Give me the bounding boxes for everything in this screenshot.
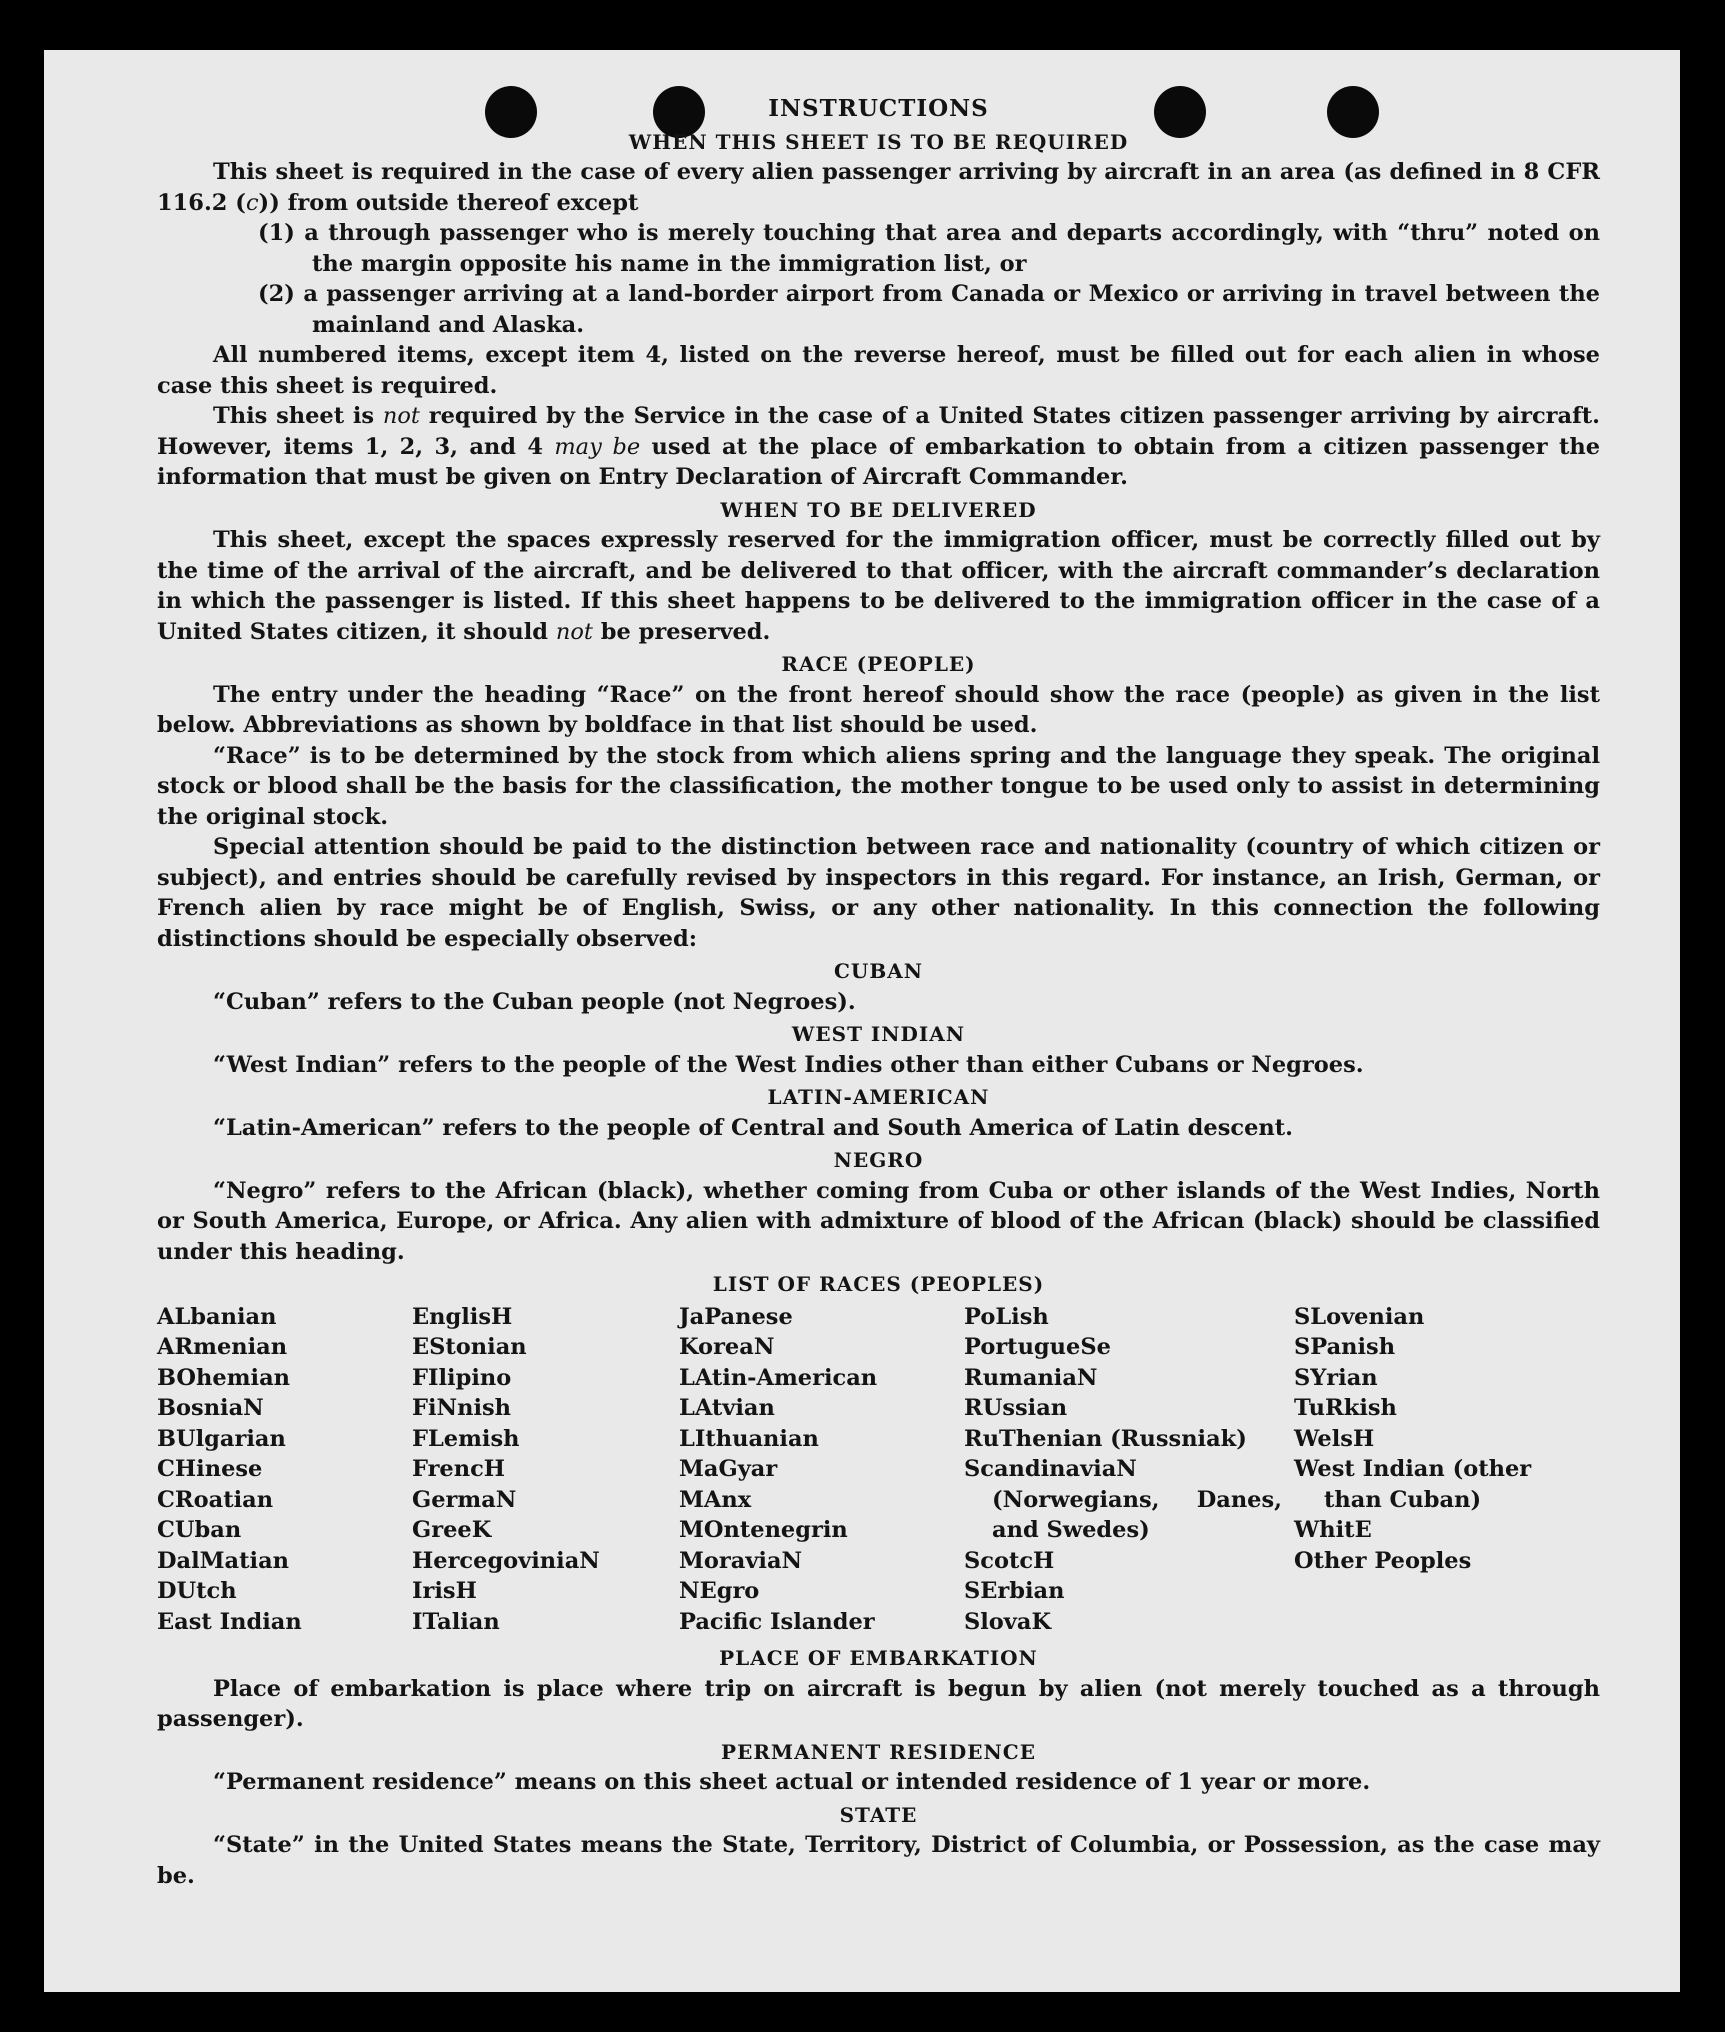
race-item: FiNnish: [412, 1395, 512, 1421]
race-item: IrisH: [412, 1578, 477, 1604]
race-item: ALbanian: [157, 1303, 277, 1330]
race-item: HercegoviniaN: [412, 1547, 600, 1574]
race-item: ScotcH: [964, 1547, 1055, 1574]
heading-place-of-embarkation: PLACE OF EMBARKATION: [719, 1646, 1038, 1670]
races-column-5: [1294, 1302, 1574, 1638]
paragraph-numbered-items: All numbered items, except item 4, listed on the reverse hereof, must be filled out for each alien in whose case this sheet is required.: [157, 342, 1600, 399]
race-item: ITalian: [412, 1608, 500, 1635]
race-item: ARmenian: [157, 1334, 288, 1360]
race-item: CHinese: [157, 1456, 263, 1482]
race-item: MAnx: [679, 1486, 752, 1513]
race-item: CUban: [157, 1517, 242, 1543]
race-item: FIlipino: [412, 1364, 512, 1391]
paragraph-embarkation: Place of embarkation is place where trip on aircraft is begun by alien (not merely touched as a through passenger).: [157, 1675, 1600, 1732]
paragraph-negro: “Negro” refers to the African (black), whether coming from Cuba or other islands of the West Indies, North or South America, Europe, or Africa. Any alien with admixture of blood of the African (black) should be classified under this heading.: [157, 1177, 1600, 1265]
race-item: FrencH: [412, 1456, 506, 1482]
race-item: SlovaK: [964, 1608, 1052, 1635]
heading-state: STATE: [839, 1802, 918, 1827]
race-item: GreeK: [412, 1517, 492, 1543]
races-list: [157, 1302, 1600, 1638]
paragraph-race-1: The entry under the heading “Race” on the front hereof should show the race (people) as given in the list below. Abbreviations as shown by boldface in that list should be used.: [157, 681, 1600, 738]
race-item: BOhemian: [157, 1364, 291, 1391]
races-column-2: [412, 1302, 679, 1638]
instructions-content: [157, 92, 1600, 1891]
paragraph-cuban: “Cuban” refers to the Cuban people (not Negroes).: [213, 988, 856, 1015]
race-item: RUssian: [964, 1395, 1068, 1421]
race-item: BUlgarian: [157, 1425, 286, 1452]
race-item: PoLish: [964, 1303, 1049, 1330]
paragraph-race-2: “Race” is to be determined by the stock from which aliens spring and the language they speak. The original stock or blood shall be the basis for the classification, the mother tongue to be used only to assist in determining the original stock.: [157, 742, 1600, 830]
paragraph-delivered: This sheet, except the spaces expressly reserved for the immigration officer, must be correctly filled out by the time of the arrival of the aircraft, and be delivered to that officer, with the aircraft commander’s declaration in which the passenger is listed. If this sheet happens to be delivered to the immigration officer in the case of a United States citizen, it should not be preserved.: [157, 527, 1600, 645]
race-item: ScandinaviaN (Norwegians, Danes, and Swedes): [964, 1456, 1282, 1543]
paragraph-state: “State” in the United States means the State, Territory, District of Columbia, or Possession, as the case may be.: [157, 1832, 1600, 1889]
heading-west-indian: WEST INDIAN: [791, 1022, 966, 1046]
paragraph-race-3: Special attention should be paid to the distinction between race and nationality (country of which citizen or subject), and entries should be carefully revised by inspectors in this regard. For instance, an Irish, German, or French alien by race might be of English, Swiss, or any other nationality. In this connection the following distinctions should be especially observed:: [157, 834, 1600, 952]
paragraph-latin-american: “Latin-American” refers to the people of Central and South America of Latin descent.: [213, 1114, 1293, 1141]
heading-permanent-residence: PERMANENT RESIDENCE: [721, 1739, 1036, 1764]
races-column-3: [679, 1302, 964, 1638]
race-item: Other Peoples: [1294, 1547, 1472, 1574]
race-item: MoraviaN: [679, 1547, 803, 1574]
race-item: SYrian: [1294, 1364, 1378, 1391]
race-item: East Indian: [157, 1608, 302, 1635]
heading-race: RACE (PEOPLE): [781, 652, 976, 676]
race-item: GermaN: [412, 1486, 517, 1513]
race-item: West Indian (other than Cuban): [1294, 1456, 1532, 1513]
paragraph-permanent-residence: “Permanent residence” means on this sheet actual or intended residence of 1 year or more.: [213, 1769, 1371, 1795]
races-column-1: [157, 1302, 412, 1638]
race-item: TuRkish: [1294, 1395, 1397, 1421]
race-item: DalMatian: [157, 1547, 290, 1574]
race-item: WhitE: [1294, 1517, 1372, 1543]
heading-list-of-races: LIST OF RACES (PEOPLES): [712, 1272, 1045, 1296]
paragraph-west-indian: “West Indian” refers to the people of the West Indies other than either Cubans or Negroes.: [213, 1051, 1364, 1078]
heading-when-delivered: WHEN TO BE DELIVERED: [720, 497, 1037, 522]
race-item: SErbian: [964, 1578, 1065, 1604]
race-item: SLovenian: [1294, 1303, 1425, 1330]
heading-cuban: CUBAN: [833, 959, 924, 983]
race-item: MaGyar: [679, 1456, 778, 1482]
title-instructions: INSTRUCTIONS: [768, 95, 989, 122]
race-item: SPanish: [1294, 1334, 1396, 1360]
race-item: RumaniaN: [964, 1364, 1098, 1391]
race-item: EStonian: [412, 1334, 527, 1360]
paragraph-required: This sheet is required in the case of every alien passenger arriving by aircraft in an area (as defined in 8 CFR 116.2 (c)) from outside thereof except: [157, 159, 1600, 216]
race-item: KoreaN: [679, 1334, 775, 1360]
race-item: DUtch: [157, 1578, 237, 1604]
race-item: LAtvian: [679, 1395, 775, 1421]
race-item: LIthuanian: [679, 1425, 819, 1452]
item-1: (1) a through passenger who is merely touching that area and departs accordingly, with “thru” noted on the margin opposite his name in the immigration list, or: [258, 220, 1600, 277]
race-item: EnglisH: [412, 1303, 513, 1330]
race-item: JaPanese: [679, 1303, 793, 1330]
race-item: RuThenian (Russniak): [964, 1425, 1247, 1452]
heading-negro: NEGRO: [833, 1148, 924, 1172]
race-item: CRoatian: [157, 1486, 274, 1513]
paragraph-not-required: This sheet is not required by the Service in the case of a United States citizen passenger arriving by aircraft. However, items 1, 2, 3, and 4 may be used at the place of embarkation to obtain from a citizen passenger the information that must be given on Entry Declaration of Aircraft Commander.: [157, 403, 1601, 490]
race-item: WelsH: [1294, 1425, 1375, 1452]
race-item: NEgro: [679, 1578, 760, 1604]
races-column-4: [964, 1302, 1294, 1638]
document-page: [44, 50, 1680, 1992]
race-item: FLemish: [412, 1425, 520, 1452]
race-item: PortugueSe: [964, 1334, 1111, 1360]
race-item: BosniaN: [157, 1395, 264, 1421]
race-item: LAtin-American: [679, 1364, 878, 1391]
race-item: MOntenegrin: [679, 1517, 848, 1543]
heading-latin-american: LATIN-AMERICAN: [767, 1085, 990, 1109]
heading-when-required: WHEN THIS SHEET IS TO BE REQUIRED: [628, 129, 1129, 154]
race-item: Pacific Islander: [679, 1608, 875, 1635]
item-2: (2) a passenger arriving at a land-border airport from Canada or Mexico or arriving in travel between the mainland and Alaska.: [258, 281, 1600, 338]
